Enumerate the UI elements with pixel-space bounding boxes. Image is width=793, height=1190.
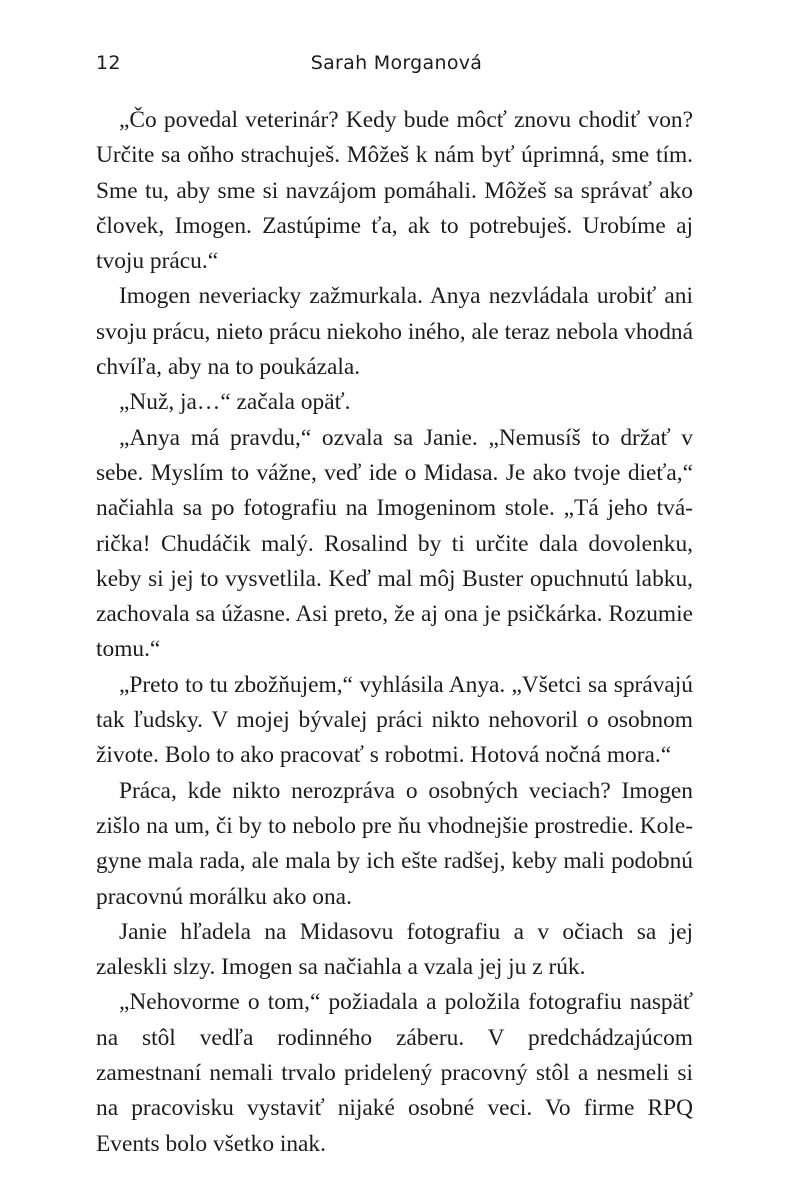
paragraph: „Nehovorme o tom,“ požiadala a položila fotografiu naspäť na stôl vedľa rodinného záberu. V predchádzajúcom zamestnaní nemali trvalo pridelený pracovný stôl a nesmeli si na pracovisku vystaviť nijaké osobné veci. Vo firme RPQ Events bolo všetko inak. xyxy=(96,989,693,1157)
paragraph: Práca, kde nikto nerozpráva o osobných veciach? Imogen zišlo na um, či by to nebolo pre ňu vhodnejšie prostredie. Kolegyne mala rada, ale mala by ich ešte radšej, keby mali podobnú pracovnú morálku ako ona. xyxy=(96,777,693,910)
paragraph: Imogen neveriacky zažmurkala. Anya nezvládala urobiť ani svoju prácu, nieto prácu niekoho iného, ale teraz nebola vhodná chvíľa, aby na to poukázala. xyxy=(96,283,693,381)
paragraph: „Anya má pravdu,“ ozvala sa Janie. „Nemusíš to držať v sebe. Myslím to vážne, veď ide o Midasa. Je ako tvoje dieťa,“ načiahla sa po fotografiu na Imogeninom stole. „Tá jeho tvárička! Chudáčik malý. Rosalind by ti určite dala dovolenku, keby si jej to vysvetlila. Keď mal môj Buster opuchnutú labku, zachovala sa úžasne. Asi preto, že aj ona je psičkárka. Rozumie tomu.“ xyxy=(96,424,693,663)
paragraph: „Preto to tu zbožňujem,“ vyhlásila Anya. „Všetci sa správajú tak ľudsky. V mojej bývalej práci nikto nehovoril o osobnom živote. Bolo to ako pracovať s robotmi. Hotová nočná mora.“ xyxy=(96,671,693,769)
page-header xyxy=(96,52,697,82)
page-number: 12 xyxy=(96,52,121,74)
running-title: Sarah Morganová xyxy=(310,52,483,74)
paragraph: Janie hľadela na Midasovu fotografiu a v očiach sa jej zaleskli slzy. Imogen sa načiahla a vzala jej ju z rúk. xyxy=(96,918,693,981)
paragraph: „Čo povedal veterinár? Kedy bude môcť znovu chodiť von? Určite sa oňho strachuješ. Môžeš k nám byť úprimná, sme tím. Sme tu, aby sme si navzájom pomáhali. Môžeš sa správať ako človek, Imogen. Zastúpime ťa, ak to potrebuješ. Urobíme aj tvoju prácu.“ xyxy=(96,107,693,275)
body-text xyxy=(96,103,693,1162)
paragraph: „Nuž, ja…“ začala opäť. xyxy=(119,389,351,416)
